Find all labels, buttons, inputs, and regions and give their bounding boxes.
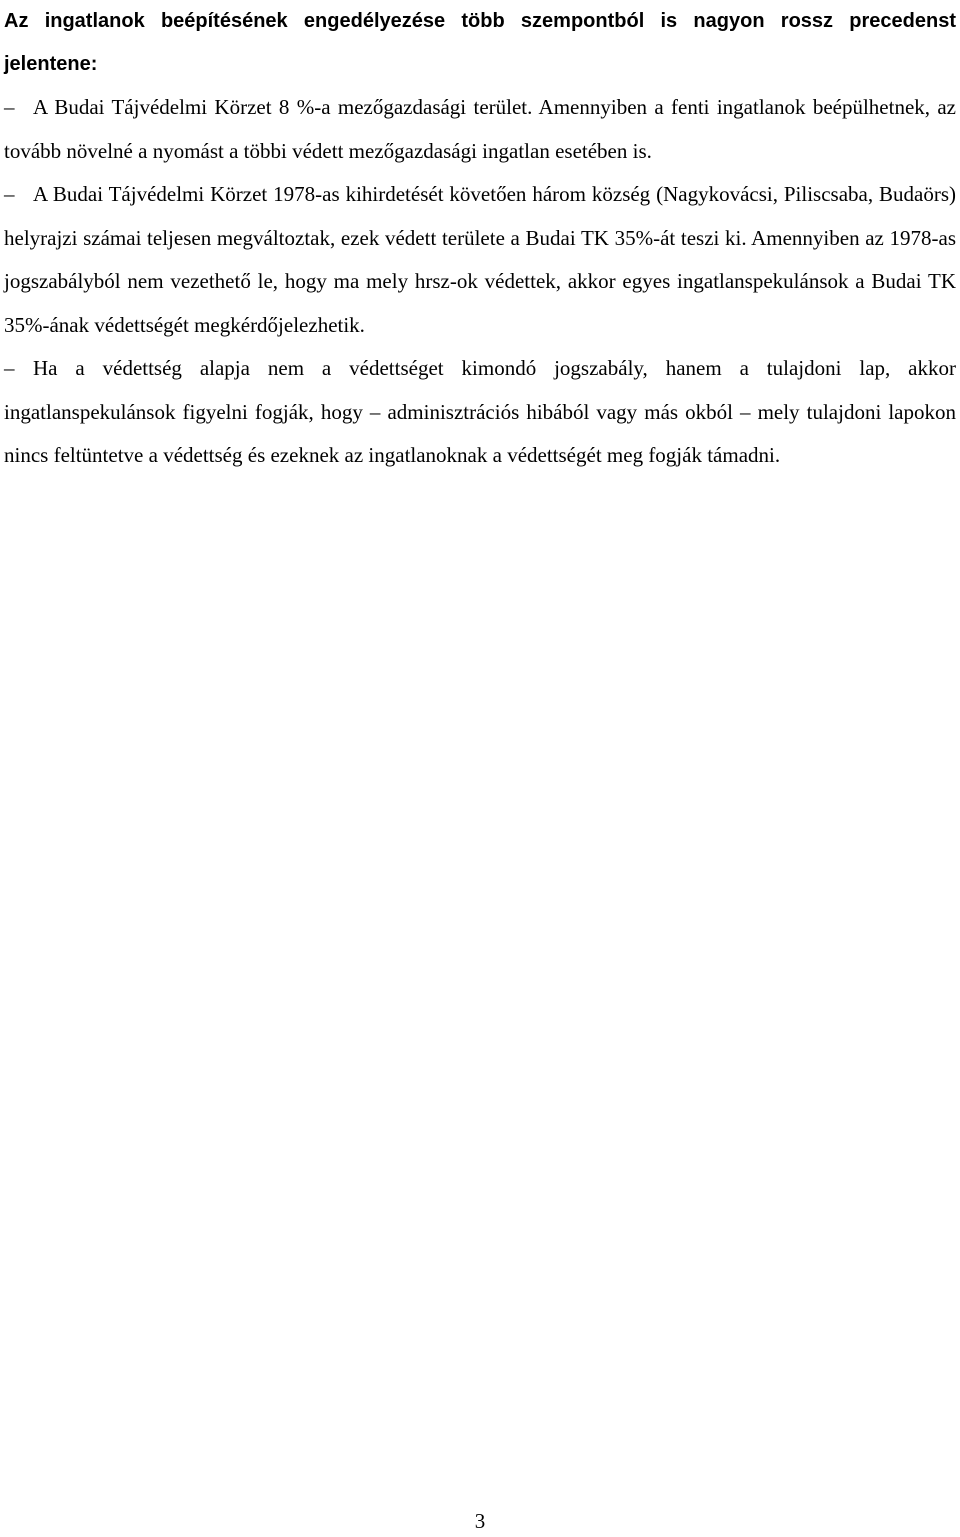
list-item-text: A Budai Tájvédelmi Körzet 1978-as kihirdetését követően három község (Nagykovácsi, Piliscsaba, Budaörs) helyrajzi számai teljesen megváltoztak, ezek védett területe a Budai TK 35%-át teszi ki. Amennyiben az 1978-as jogszabályból nem vezethető le, hogy ma mely hrsz-ok védettek, akkor egyes ingatlanspekulánsok a Budai TK 35%-ának védettségét megkérdőjelezhetik.: [4, 182, 956, 337]
list-item: [4, 347, 956, 478]
list-item-text: A Budai Tájvédelmi Körzet 8 %-a mezőgazdasági terület. Amennyiben a fenti ingatlanok beépülhetnek, az tovább növelné a nyomást a többi védett mezőgazdasági ingatlan esetében is.: [4, 95, 956, 163]
page-number: 3: [474, 1509, 486, 1533]
bullet-dash: –: [4, 95, 15, 119]
document-page: [4, 0, 956, 478]
list-item-text: Ha a védettség alapja nem a védettséget kimondó jogszabály, hanem a tulajdoni lap, akkor ingatlanspekulánsok figyelni fogják, hogy – adminisztrációs hibából vagy más okból – mely tulajdoni lapokon nincs feltüntetve a védettség és ezeknek az ingatlanoknak a védettségét meg fogják támadni.: [4, 356, 956, 467]
list-item: [4, 173, 956, 347]
bullet-dash: –: [4, 356, 15, 380]
section-heading: Az ingatlanok beépítésének engedélyezése több szempontból is nagyon rossz precedenst jelentene:: [4, 10, 956, 75]
bullet-dash: –: [4, 182, 15, 206]
list-item: [4, 86, 956, 173]
